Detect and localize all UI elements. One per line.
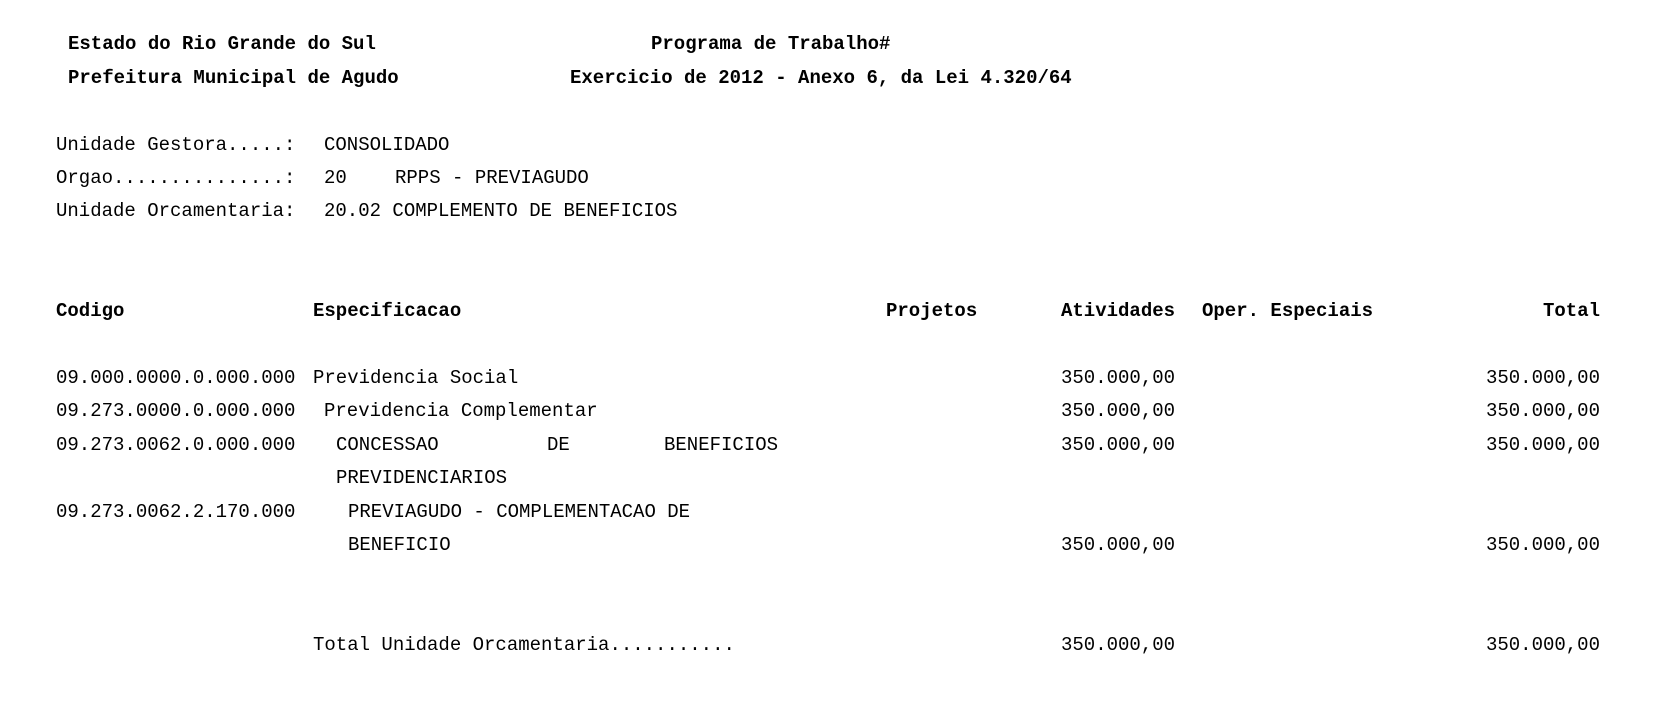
row-3-especificacao-part-1: CONCESSAO <box>336 434 439 456</box>
row-3-especificacao-part-4: PREVIDENCIARIOS <box>336 467 508 489</box>
row-3-atividades: 350.000,00 <box>1061 434 1176 456</box>
gestora-value: CONSOLIDADO <box>324 134 450 156</box>
row-4-atividades: 350.000,00 <box>1061 534 1176 556</box>
row-3-total: 350.000,00 <box>1485 434 1600 456</box>
exercise-title: Exercicio de 2012 - Anexo 6, da Lei 4.320/64 <box>570 67 1072 89</box>
program-title: Programa de Trabalho# <box>651 33 891 55</box>
orgao-name: RPPS - PREVIAGUDO <box>395 167 589 189</box>
row-3-codigo: 09.273.0062.0.000.000 <box>56 434 296 456</box>
total-row-label: Total Unidade Orcamentaria........... <box>313 634 735 656</box>
col-header-codigo: Codigo <box>56 300 125 322</box>
row-1-codigo: 09.000.0000.0.000.000 <box>56 367 296 389</box>
row-1-especificacao: Previdencia Social <box>313 367 519 389</box>
col-header-total: Total <box>1542 300 1600 322</box>
gestora-label: Unidade Gestora.....: <box>56 134 296 156</box>
orgao-code: 20 <box>324 167 347 189</box>
municipality-name: Prefeitura Municipal de Agudo <box>68 67 399 89</box>
row-1-total: 350.000,00 <box>1485 367 1600 389</box>
row-4-codigo: 09.273.0062.2.170.000 <box>56 501 296 523</box>
row-1-atividades: 350.000,00 <box>1061 367 1176 389</box>
col-header-atividades: Atividades <box>1061 300 1176 322</box>
orcamentaria-label: Unidade Orcamentaria: <box>56 200 296 222</box>
state-name: Estado do Rio Grande do Sul <box>68 33 376 55</box>
row-2-especificacao: Previdencia Complementar <box>324 400 598 422</box>
col-header-projetos: Projetos <box>886 300 978 322</box>
total-row-atividades: 350.000,00 <box>1061 634 1176 656</box>
row-3-especificacao-part-2: DE <box>547 434 570 456</box>
row-2-codigo: 09.273.0000.0.000.000 <box>56 400 296 422</box>
orgao-label: Orgao...............: <box>56 167 296 189</box>
row-4-especificacao-line-1: PREVIAGUDO - COMPLEMENTACAO DE <box>348 501 691 523</box>
col-header-especificacao: Especificacao <box>313 300 462 322</box>
total-row-total: 350.000,00 <box>1485 634 1600 656</box>
orcamentaria-value: 20.02 COMPLEMENTO DE BENEFICIOS <box>324 200 678 222</box>
row-4-especificacao-line-2: BENEFICIO <box>348 534 451 556</box>
row-3-especificacao-part-3: BENEFICIOS <box>664 434 779 456</box>
row-2-atividades: 350.000,00 <box>1061 400 1176 422</box>
row-2-total: 350.000,00 <box>1485 400 1600 422</box>
row-4-total: 350.000,00 <box>1485 534 1600 556</box>
col-header-oper-especiais: Oper. Especiais <box>1202 300 1374 322</box>
